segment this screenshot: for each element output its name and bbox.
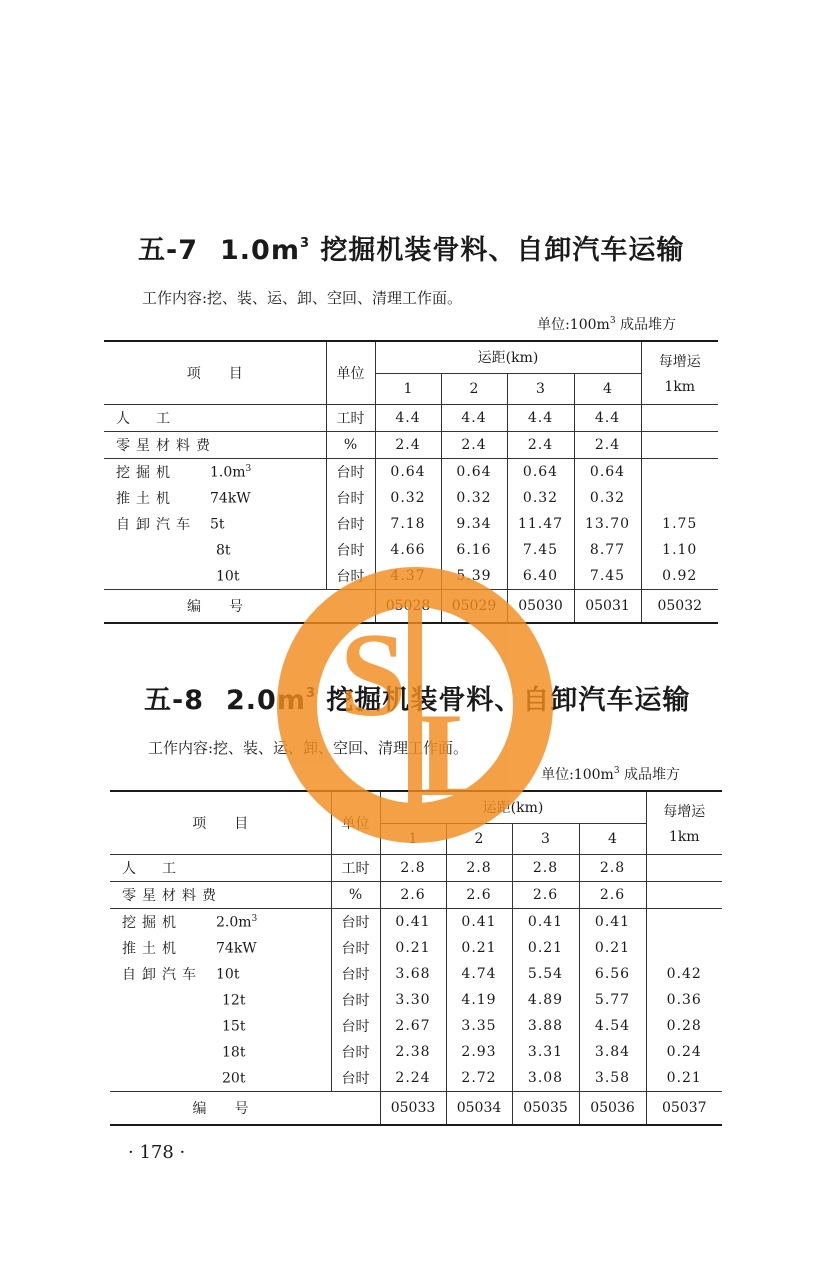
item-spec-sup: 3: [245, 464, 252, 475]
row-unit: 台时: [326, 459, 375, 486]
table-row: [104, 459, 718, 486]
row-value: 0.64: [375, 459, 441, 486]
item-spec-text: 2.0m: [216, 915, 252, 931]
row-item-name: [104, 485, 326, 511]
row-value: 2.6: [512, 882, 579, 909]
row-item-name: [110, 1039, 331, 1065]
unit-label: 单位:100m: [537, 317, 610, 333]
item-name: 自卸汽车: [116, 517, 196, 533]
unit-line: [110, 764, 680, 784]
header-extra: [641, 341, 718, 405]
unit-suffix: 成品堆方: [619, 767, 680, 783]
row-extra: 1.75: [641, 511, 718, 537]
page-number: · 178 ·: [128, 1142, 186, 1163]
table-row: [110, 987, 722, 1013]
row-unit: 台时: [326, 537, 375, 563]
row-item-name: [110, 882, 331, 909]
header-col-4: 4: [579, 823, 646, 855]
row-item-name: [110, 1065, 331, 1092]
item-name: 零星材料费: [116, 438, 216, 454]
header-col-3: 3: [507, 373, 574, 405]
table-row: [110, 909, 722, 936]
row-value: 4.37: [375, 563, 441, 590]
unit-line: [104, 314, 676, 334]
row-value: 0.21: [579, 935, 646, 961]
row-item-name: [110, 1013, 331, 1039]
header-col-3: 3: [512, 823, 579, 855]
row-extra: [641, 459, 718, 486]
row-extra: 0.92: [641, 563, 718, 590]
row-item-name: [104, 405, 326, 432]
header-col-4: 4: [574, 373, 641, 405]
row-value: 2.8: [579, 855, 646, 882]
quota-table: [110, 790, 722, 1126]
row-value: 5.77: [579, 987, 646, 1013]
row-value: 4.54: [579, 1013, 646, 1039]
row-value: 0.64: [574, 459, 641, 486]
item-spec-text: 1.0m: [210, 465, 246, 481]
table-body: [104, 405, 718, 590]
unit-sup: 3: [609, 316, 616, 326]
header-col-2: 2: [441, 373, 507, 405]
title-number: 五-7: [138, 235, 198, 266]
row-value: 2.6: [579, 882, 646, 909]
title-sup: 3: [299, 236, 311, 251]
table-row: [104, 563, 718, 590]
title-spec: 2.0m: [226, 685, 306, 716]
row-value: 4.74: [446, 961, 512, 987]
row-value: 0.41: [380, 909, 446, 936]
row-unit: 台时: [331, 1039, 380, 1065]
title-text: 挖掘机装骨料、自卸汽车运输: [316, 685, 691, 716]
code-cell: 05028: [375, 590, 441, 624]
table-row: [110, 961, 722, 987]
row-item-name: [110, 855, 331, 882]
code-cell: 05034: [446, 1092, 512, 1126]
row-value: 2.4: [574, 432, 641, 459]
row-unit: 台时: [331, 1013, 380, 1039]
row-value: 0.64: [441, 459, 507, 486]
code-cell: 05030: [507, 590, 574, 624]
item-spec: [216, 966, 239, 983]
item-spec: [216, 914, 257, 931]
header-extra-line1: 每增运: [663, 804, 706, 820]
table-row: [104, 537, 718, 563]
section-title: [144, 678, 722, 717]
row-value: 2.67: [380, 1013, 446, 1039]
row-value: 5.39: [441, 563, 507, 590]
row-value: 2.8: [512, 855, 579, 882]
row-extra: [646, 935, 722, 961]
item-spec: [222, 992, 245, 1009]
item-name: 人 工: [122, 861, 182, 877]
row-value: 13.70: [574, 511, 641, 537]
unit-label: 单位:100m: [541, 767, 614, 783]
row-item-name: [110, 935, 331, 961]
row-extra: 0.28: [646, 1013, 722, 1039]
row-unit: 台时: [331, 961, 380, 987]
row-unit: 台时: [326, 563, 375, 590]
row-extra: [646, 909, 722, 936]
item-spec-text: 5t: [210, 517, 225, 533]
row-extra: [646, 855, 722, 882]
row-extra: [641, 485, 718, 511]
watermark-letter-s: S: [339, 608, 407, 741]
item-spec-sup: 3: [251, 914, 258, 925]
row-item-name: [104, 432, 326, 459]
header-extra-line2: 1km: [664, 379, 696, 395]
row-value: 4.4: [441, 405, 507, 432]
row-value: 0.41: [579, 909, 646, 936]
row-extra: 0.24: [646, 1039, 722, 1065]
row-value: 4.89: [512, 987, 579, 1013]
row-unit: 台时: [331, 1065, 380, 1092]
header-col-2: 2: [446, 823, 512, 855]
header-extra: [646, 791, 722, 855]
row-value: 11.47: [507, 511, 574, 537]
row-value: 0.32: [507, 485, 574, 511]
table-row: [104, 511, 718, 537]
row-value: 6.16: [441, 537, 507, 563]
code-spacer: [326, 590, 375, 624]
code-cell: 05035: [512, 1092, 579, 1126]
item-name: 挖掘机: [122, 915, 182, 931]
row-value: 0.32: [574, 485, 641, 511]
table-row: [104, 432, 718, 459]
item-spec: [216, 940, 257, 957]
row-value: 3.35: [446, 1013, 512, 1039]
row-value: 2.6: [446, 882, 512, 909]
item-spec-text: 10t: [216, 568, 240, 585]
row-extra: 1.10: [641, 537, 718, 563]
item-spec: [210, 516, 225, 533]
row-value: 3.84: [579, 1039, 646, 1065]
row-item-name: [104, 511, 326, 537]
row-value: 2.4: [375, 432, 441, 459]
header-col-1: 1: [380, 823, 446, 855]
item-name: 人 工: [116, 411, 176, 427]
item-spec-text: 12t: [222, 992, 246, 1009]
row-value: 2.8: [380, 855, 446, 882]
row-value: 3.68: [380, 961, 446, 987]
table-row: [110, 935, 722, 961]
row-value: 4.4: [375, 405, 441, 432]
item-name: 零星材料费: [122, 888, 222, 904]
title-text: 挖掘机装骨料、自卸汽车运输: [310, 235, 685, 266]
item-name: 推土机: [122, 941, 182, 957]
row-unit: %: [326, 432, 375, 459]
row-value: 4.4: [507, 405, 574, 432]
row-value: 2.93: [446, 1039, 512, 1065]
row-value: 3.08: [512, 1065, 579, 1092]
title-number: 五-8: [144, 685, 204, 716]
code-cell: 05033: [380, 1092, 446, 1126]
header-extra-line2: 1km: [668, 829, 700, 845]
row-value: 2.6: [380, 882, 446, 909]
item-spec: [210, 464, 251, 481]
code-cell: 05036: [579, 1092, 646, 1126]
row-unit: 台时: [331, 935, 380, 961]
row-item-name: [110, 961, 331, 987]
header-extra-line1: 每增运: [658, 354, 701, 370]
unit-sup: 3: [613, 766, 620, 776]
table-row: [110, 1013, 722, 1039]
row-unit: 工时: [326, 405, 375, 432]
row-value: 0.32: [375, 485, 441, 511]
row-item-name: [104, 563, 326, 590]
item-spec-text: 74kW: [210, 491, 251, 507]
row-item-name: [110, 987, 331, 1013]
row-value: 3.30: [380, 987, 446, 1013]
code-spacer: [331, 1092, 380, 1126]
table-row: [110, 1065, 722, 1092]
row-unit: 台时: [331, 909, 380, 936]
unit-suffix: 成品堆方: [615, 317, 676, 333]
row-item-name: [104, 459, 326, 486]
section-5-7: [104, 228, 718, 624]
section-5-8: [110, 678, 722, 1126]
title-spec: 1.0m: [220, 235, 300, 266]
row-value: 2.4: [507, 432, 574, 459]
table-row: [110, 1039, 722, 1065]
row-unit: 台时: [331, 987, 380, 1013]
header-distance: 运距(km): [380, 791, 646, 823]
row-extra: 0.42: [646, 961, 722, 987]
item-spec: [222, 1070, 245, 1087]
item-spec-text: 74kW: [216, 941, 257, 957]
table-row: [110, 882, 722, 909]
row-value: 7.18: [375, 511, 441, 537]
item-name: 挖掘机: [116, 465, 176, 481]
quota-table: [104, 340, 718, 624]
row-item-name: [104, 537, 326, 563]
title-sup: 3: [305, 686, 317, 701]
item-name: 自卸汽车: [122, 967, 202, 983]
item-spec-text: 8t: [216, 542, 231, 559]
row-unit: 台时: [326, 511, 375, 537]
row-unit: 工时: [331, 855, 380, 882]
code-label: 编 号: [104, 590, 326, 624]
row-value: 9.34: [441, 511, 507, 537]
item-spec-text: 15t: [222, 1018, 246, 1035]
item-spec: [210, 490, 251, 507]
code-cell: 05032: [641, 590, 718, 624]
row-value: 6.56: [579, 961, 646, 987]
row-extra: [641, 432, 718, 459]
watermark-letter-l: L: [416, 688, 498, 821]
code-label: 编 号: [110, 1092, 331, 1126]
item-spec: [222, 1044, 245, 1061]
row-value: 2.24: [380, 1065, 446, 1092]
header-unit: 单位: [326, 341, 375, 405]
row-value: 6.40: [507, 563, 574, 590]
row-value: 0.64: [507, 459, 574, 486]
work-content: 工作内容:挖、装、运、卸、空回、清理工作面。: [148, 739, 469, 757]
code-cell: 05031: [574, 590, 641, 624]
header-item: 项 目: [110, 791, 331, 855]
work-content: 工作内容:挖、装、运、卸、空回、清理工作面。: [142, 289, 463, 307]
row-value: 0.32: [441, 485, 507, 511]
item-name: 推土机: [116, 491, 176, 507]
row-value: 7.45: [507, 537, 574, 563]
row-value: 7.45: [574, 563, 641, 590]
row-unit: %: [331, 882, 380, 909]
row-value: 0.41: [512, 909, 579, 936]
row-value: 0.21: [380, 935, 446, 961]
table-body: [110, 855, 722, 1092]
header-item: 项 目: [104, 341, 326, 405]
row-value: 5.54: [512, 961, 579, 987]
row-extra: [646, 882, 722, 909]
row-value: 4.19: [446, 987, 512, 1013]
item-spec-text: 18t: [222, 1044, 246, 1061]
header-unit: 单位: [331, 791, 380, 855]
row-item-name: [110, 909, 331, 936]
table-row: [104, 405, 718, 432]
code-cell: 05029: [441, 590, 507, 624]
row-value: 0.21: [512, 935, 579, 961]
code-cell: 05037: [646, 1092, 722, 1126]
table-row: [104, 485, 718, 511]
row-value: 3.31: [512, 1039, 579, 1065]
row-value: 4.66: [375, 537, 441, 563]
row-value: 3.88: [512, 1013, 579, 1039]
header-distance: 运距(km): [375, 341, 641, 373]
item-spec-text: 20t: [222, 1070, 246, 1087]
row-extra: 0.36: [646, 987, 722, 1013]
item-spec: [216, 542, 231, 559]
item-spec-text: 10t: [216, 967, 240, 983]
item-spec: [222, 1018, 245, 1035]
row-value: 0.41: [446, 909, 512, 936]
row-value: 8.77: [574, 537, 641, 563]
row-unit: 台时: [326, 485, 375, 511]
row-value: 4.4: [574, 405, 641, 432]
row-value: 2.38: [380, 1039, 446, 1065]
row-value: 2.4: [441, 432, 507, 459]
section-title: [138, 228, 718, 267]
table-row: [110, 855, 722, 882]
row-extra: 0.21: [646, 1065, 722, 1092]
row-value: 0.21: [446, 935, 512, 961]
row-extra: [641, 405, 718, 432]
row-value: 2.72: [446, 1065, 512, 1092]
item-spec: [216, 568, 239, 585]
row-value: 2.8: [446, 855, 512, 882]
header-col-1: 1: [375, 373, 441, 405]
row-value: 3.58: [579, 1065, 646, 1092]
